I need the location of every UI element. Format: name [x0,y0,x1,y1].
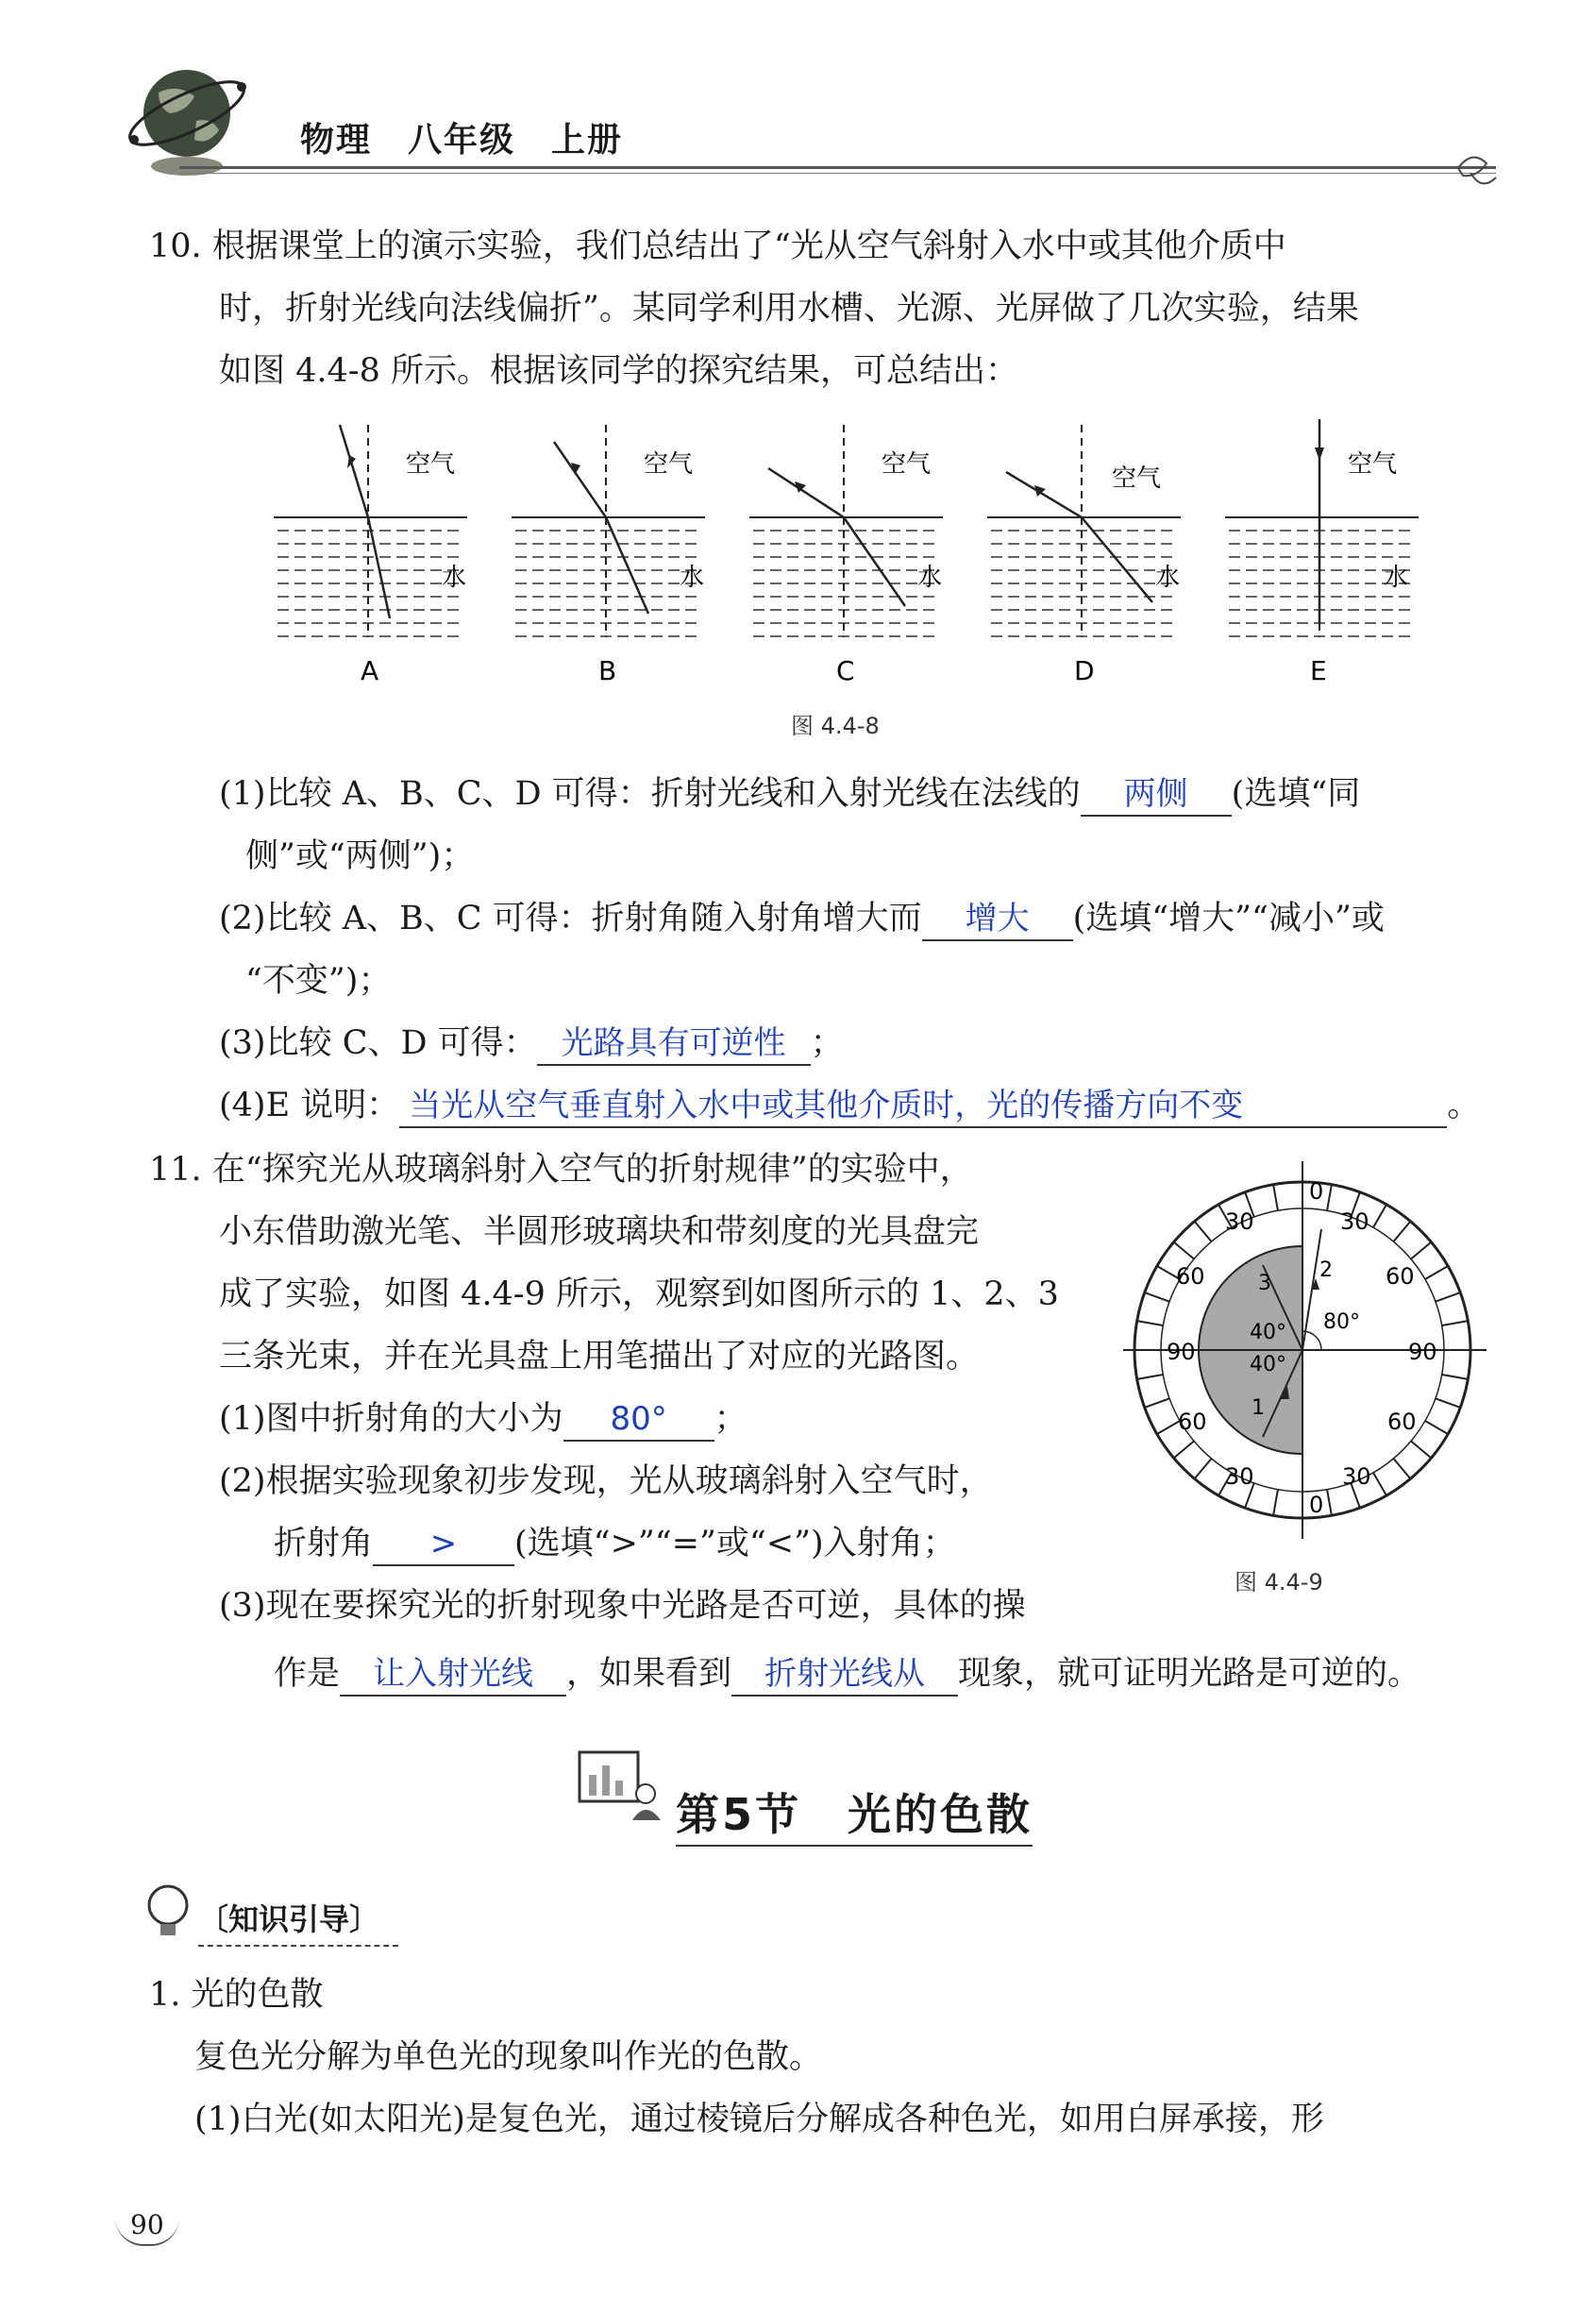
q11-s2: 折射角 > (选填“>”“=”或“<”)入射角； [274,1512,956,1575]
q11-s1-answer: 80° [610,1400,667,1438]
panel-label-a: A [361,655,379,686]
svg-text:水: 水 [680,564,705,592]
q11-line-4: 三条光束，并在光具盘上用笔描出了对应的光路图。 [219,1338,980,1376]
protractor-tick [1425,1266,1448,1279]
reflection-angle-label: 40° [1250,1321,1286,1344]
svg-text:水: 水 [1384,564,1409,592]
protractor-tick [1442,1321,1469,1325]
protractor-tick [1195,1459,1212,1478]
figure-4-4-9 [1123,1142,1501,1605]
svg-text:90: 90 [1167,1339,1196,1365]
q10-number: 10. [149,228,202,265]
ray-label-1: 1 [1252,1396,1265,1420]
protractor-tick [1411,1242,1431,1259]
lightbulb-icon [142,1879,202,1949]
guide-paragraph-2: (1)白光(如太阳光)是复色光，通过棱镜后分解成各种色光，如用白屏承接，形 [194,2101,1324,2138]
panel-label-e: E [1310,655,1327,686]
header-rule [179,166,1496,169]
svg-text:90: 90 [1408,1339,1437,1365]
protractor-tick [1174,1242,1194,1259]
figure-caption: 图 4.4-9 [1235,1569,1323,1595]
protractor-tick [1442,1375,1469,1379]
svg-text:0: 0 [1309,1492,1324,1518]
q10-line-2: 时，折射光线向法线偏折”。某同学利用水槽、光源、光屏做了几次实验，结果 [219,290,1359,328]
protractor-tick [1273,1490,1278,1516]
q11-s3-answer-2: 折射光线从 [764,1655,926,1693]
protractor-tick [1145,1292,1169,1302]
svg-text:60: 60 [1178,1409,1207,1435]
svg-text:30: 30 [1225,1208,1254,1235]
q10-s1-line2: 侧”或“两侧”)； [245,837,475,875]
panel-label-d: D [1074,655,1095,686]
protractor-tick [1436,1292,1460,1302]
protractor-tick [1145,1398,1169,1408]
ray-label-2: 2 [1319,1258,1333,1282]
protractor-tick [1327,1490,1332,1516]
svg-text:60: 60 [1387,1409,1417,1435]
svg-text:空气: 空气 [1348,450,1398,479]
svg-text:水: 水 [1155,564,1181,592]
q10-s4: (4)E 说明： 当光从空气垂直射入水中或其他介质时，光的传播方向不变 。 [219,1074,1480,1137]
protractor-tick [1425,1421,1448,1434]
svg-text:30: 30 [1342,1463,1371,1490]
panel-b [512,425,705,686]
q11-line-3: 成了实验，如图 4.4-9 所示，观察到如图所示的 1、2、3 [219,1275,1059,1313]
q10-s2: (2)比较 A、B、C 可得：折射角随入射角增大而 增大 (选填“增大”“减小”或 [219,887,1385,950]
panel-a [274,425,467,686]
protractor-tick [1373,1473,1386,1495]
protractor-tick [1137,1321,1164,1325]
guide-item-title: 1. 光的色散 [149,1976,324,2014]
header-title: 物理 八年级 上册 [300,121,624,160]
header-rule-thin [179,173,1496,174]
q10-s3-answer: 光路具有可逆性 [561,1024,786,1062]
svg-text:空气: 空气 [882,450,932,479]
protractor-tick [1273,1185,1278,1211]
protractor-tick [1327,1185,1332,1211]
panel-c [749,425,943,686]
protractor-tick [1157,1421,1180,1434]
q10-s3: (3)比较 C、D 可得： 光路具有可逆性 ； [219,1012,844,1074]
protractor-tick [1373,1205,1386,1227]
q11-line-1: 11. 在“探究光从玻璃斜射入空气的折射规律”的实验中， [149,1151,973,1189]
protractor-tick [1137,1375,1164,1379]
svg-text:空气: 空气 [644,450,694,479]
q11-s1: (1)图中折射角的大小为 80° ； [219,1388,748,1450]
panel-d [987,425,1181,686]
protractor-tick [1436,1398,1460,1408]
q10-s2-line2: “不变”)； [245,962,392,1000]
refraction-angle-label: 80° [1323,1310,1360,1334]
svg-text:60: 60 [1386,1263,1415,1290]
panel-label-b: B [598,655,617,686]
protractor-tick [1393,1222,1410,1241]
protractor-tick [1411,1441,1431,1458]
q11-s3-line1: (3)现在要探究光的折射现象中光路是否可逆，具体的操 [219,1587,1026,1625]
section-banner-icon [574,1747,668,1826]
air-label: 空气 [406,450,456,479]
panel-label-c: C [836,655,855,686]
q10-s4-answer: 当光从空气垂直射入水中或其他介质时，光的传播方向不变 [409,1087,1244,1124]
q10-line-1: 10. 根据课堂上的演示实验，我们总结出了“光从空气斜射入水中或其他介质中 [149,228,1286,265]
page-number: 90 [115,2209,179,2246]
q11-s3: 作是 让入射光线 ，如果看到 折射光线从 现象，就可证明光路是可逆的。 [274,1643,1420,1705]
guide-label: 〔知识引导〕 [198,1896,398,1947]
svg-text:空气: 空气 [1112,464,1162,493]
figure-4-4-8 [274,406,1425,746]
guide-paragraph-1: 复色光分解为单色光的现象叫作光的色散。 [194,2038,823,2076]
leaf-ornament-icon [1453,149,1501,200]
figure-caption: 图 4.4-8 [791,713,880,739]
q11-line-2: 小东借助激光笔、半圆形玻璃块和带刻度的光具盘完 [219,1213,980,1251]
water-label: 水 [442,564,467,592]
protractor-tick [1195,1222,1212,1241]
panel-e [1225,419,1419,686]
q11-s3-answer-1: 让入射光线 [373,1655,534,1693]
q10-line-3: 如图 4.4-8 所示。根据该同学的探究结果，可总结出： [219,352,1019,390]
q11-number: 11. [149,1151,202,1189]
q10-s1: (1)比较 A、B、C、D 可得：折射光线和入射光线在法线的 两侧 (选填“同 [219,763,1360,825]
protractor-tick [1393,1459,1410,1478]
q10-s1-answer: 两侧 [1123,775,1188,813]
incidence-angle-label: 40° [1250,1353,1286,1376]
q11-s2-answer: > [429,1525,458,1562]
protractor-tick [1174,1441,1194,1458]
ray-label-3: 3 [1258,1272,1271,1295]
svg-text:60: 60 [1176,1263,1205,1290]
svg-text:0: 0 [1309,1178,1324,1205]
q10-s2-answer: 增大 [965,900,1030,937]
svg-text:30: 30 [1225,1463,1254,1490]
section-title: 第5节 光的色散 [676,1781,1033,1847]
svg-text:水: 水 [917,564,943,592]
q11-s2-line1: (2)根据实验现象初步发现，光从玻璃斜射入空气时， [219,1462,993,1500]
svg-text:30: 30 [1340,1208,1369,1235]
